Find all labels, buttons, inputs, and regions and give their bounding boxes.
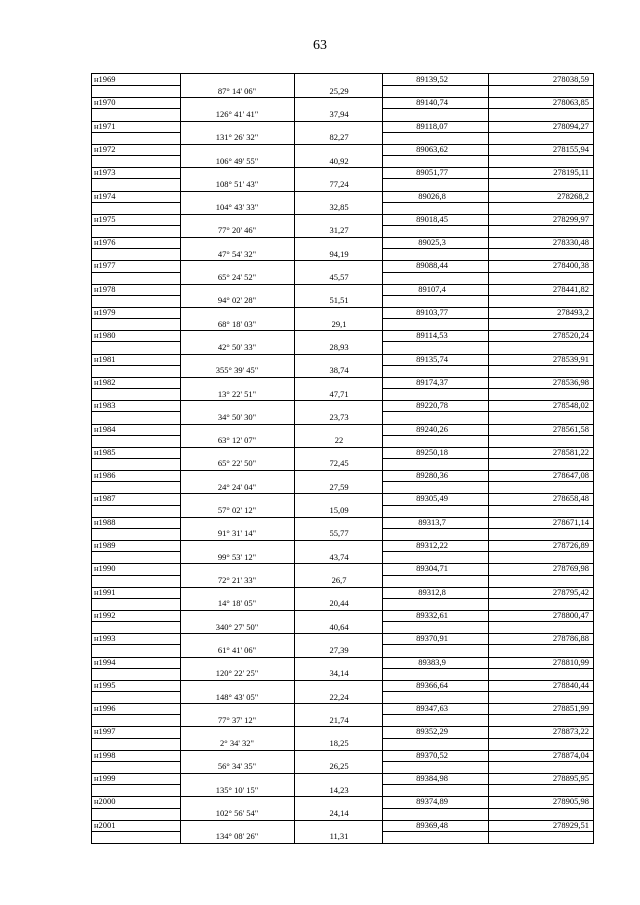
y-coordinate: 278094,27 (552, 120, 589, 131)
table-row (92, 470, 593, 493)
table-row (92, 377, 593, 400)
point-line (92, 610, 593, 622)
y-coordinate: 278786,88 (552, 633, 589, 644)
table-row (92, 587, 593, 610)
table-row (92, 284, 593, 307)
table-row (92, 796, 593, 819)
segment-length: 77,24 (329, 178, 349, 189)
segment-line (92, 458, 593, 470)
direction-angle: 126° 41' 41" (215, 108, 259, 119)
segment-length: 23,73 (329, 411, 349, 422)
segment-length: 22,24 (329, 691, 349, 702)
table-row (92, 820, 593, 843)
segment-line (92, 225, 593, 237)
point-name: н1988 (94, 516, 116, 527)
segment-line (92, 692, 593, 704)
segment-length: 40,64 (329, 621, 349, 632)
point-line (92, 540, 593, 552)
segment-line (92, 528, 593, 540)
x-coordinate: 89051,77 (416, 167, 448, 178)
segment-line (92, 761, 593, 773)
y-coordinate: 278726,89 (552, 540, 589, 551)
segment-line (92, 86, 593, 98)
direction-angle: 131° 26' 32" (215, 132, 259, 143)
direction-angle: 120° 22' 25" (215, 668, 259, 679)
direction-angle: 65° 24' 52" (217, 272, 257, 283)
x-coordinate: 89107,4 (418, 283, 446, 294)
direction-angle: 14° 18' 05" (217, 598, 257, 609)
segment-line (92, 435, 593, 447)
x-coordinate: 89026,8 (418, 190, 446, 201)
segment-length: 45,57 (329, 272, 349, 283)
y-coordinate: 278195,11 (553, 167, 589, 178)
point-line (92, 97, 593, 109)
segment-line (92, 109, 593, 121)
segment-line (92, 738, 593, 750)
segment-line (92, 319, 593, 331)
y-coordinate: 278330,48 (552, 237, 589, 248)
y-coordinate: 278400,38 (552, 260, 589, 271)
table-row (92, 97, 593, 120)
table-row (92, 191, 593, 214)
x-coordinate: 89025,3 (418, 237, 446, 248)
table-row (92, 214, 593, 237)
table-row (92, 447, 593, 470)
point-name: н1979 (94, 307, 116, 318)
segment-line (92, 389, 593, 401)
point-line (92, 820, 593, 832)
segment-line (92, 668, 593, 680)
segment-length: 26,7 (331, 575, 347, 585)
x-coordinate: 89370,52 (416, 749, 448, 760)
x-coordinate: 89352,29 (416, 726, 448, 737)
segment-line (92, 785, 593, 797)
segment-length: 28,93 (329, 341, 349, 352)
point-line (92, 470, 593, 482)
y-coordinate: 278581,22 (552, 446, 589, 457)
point-name: н1997 (94, 726, 116, 737)
point-name: н2001 (94, 819, 116, 830)
table-row (92, 610, 593, 633)
direction-angle: 77° 20' 46" (217, 225, 257, 236)
point-name: н1996 (94, 703, 116, 714)
y-coordinate: 278441,82 (552, 283, 589, 294)
segment-line (92, 249, 593, 261)
point-name: н1990 (94, 563, 116, 574)
direction-angle: 63° 12' 07" (217, 435, 257, 446)
x-coordinate: 89280,36 (416, 470, 448, 481)
segment-line (92, 598, 593, 610)
point-name: н1982 (94, 376, 116, 387)
direction-angle: 56° 34' 35" (217, 761, 257, 772)
point-name: н1983 (94, 400, 116, 411)
point-line (92, 214, 593, 226)
direction-angle: 340° 27' 50" (215, 621, 259, 632)
y-coordinate: 278647,08 (552, 470, 589, 481)
segment-length: 37,94 (329, 108, 349, 119)
direction-angle: 108° 51' 43" (215, 178, 259, 189)
x-coordinate: 89139,52 (416, 74, 448, 84)
direction-angle: 355° 39' 45" (215, 365, 259, 376)
table-row (92, 144, 593, 167)
segment-length: 38,74 (329, 365, 349, 376)
y-coordinate: 278493,2 (557, 307, 589, 318)
segment-length: 32,85 (329, 202, 349, 213)
segment-length: 82,27 (329, 132, 349, 143)
segment-length: 22 (334, 435, 344, 446)
y-coordinate: 278851,99 (552, 703, 589, 714)
direction-angle: 34° 50' 30" (217, 411, 257, 422)
direction-angle: 148° 43' 05" (215, 691, 259, 702)
x-coordinate: 89304,71 (416, 563, 448, 574)
x-coordinate: 89374,89 (416, 796, 448, 807)
point-line (92, 400, 593, 412)
x-coordinate: 89366,64 (416, 679, 448, 690)
point-line (92, 144, 593, 156)
y-coordinate: 278800,47 (552, 609, 589, 620)
table-row (92, 540, 593, 563)
table-row (92, 563, 593, 586)
segment-line (92, 156, 593, 168)
segment-line (92, 552, 593, 564)
segment-line (92, 202, 593, 214)
segment-line (92, 808, 593, 820)
y-coordinate: 278840,44 (552, 679, 589, 690)
table-row (92, 330, 593, 353)
segment-length: 29,1 (331, 318, 347, 329)
point-line (92, 750, 593, 762)
point-name: н1976 (94, 237, 116, 248)
point-name: н1986 (94, 470, 116, 481)
direction-angle: 104° 43' 33" (215, 202, 259, 213)
x-coordinate: 89305,49 (416, 493, 448, 504)
point-line (92, 493, 593, 505)
segment-length: 24,14 (329, 808, 349, 819)
segment-line (92, 645, 593, 657)
segment-line (92, 132, 593, 144)
table-row (92, 750, 593, 773)
point-name: н1981 (94, 353, 116, 364)
x-coordinate: 89370,91 (416, 633, 448, 644)
y-coordinate: 278268,2 (557, 190, 589, 201)
point-line (92, 237, 593, 249)
segment-length: 31,27 (329, 225, 349, 236)
point-line (92, 633, 593, 645)
direction-angle: 42° 50' 33" (217, 341, 257, 352)
y-coordinate: 278539,91 (552, 353, 589, 364)
y-coordinate: 278155,94 (552, 143, 589, 154)
y-coordinate: 278658,48 (552, 493, 589, 504)
table-row (92, 167, 593, 190)
segment-line (92, 365, 593, 377)
table-row (92, 517, 593, 540)
point-name: н1989 (94, 540, 116, 551)
point-name: н1980 (94, 330, 116, 341)
direction-angle: 65° 22' 50" (217, 458, 257, 469)
point-name: н1994 (94, 656, 116, 667)
point-name: н1971 (94, 120, 116, 131)
segment-length: 27,39 (329, 644, 349, 655)
y-coordinate: 278561,58 (552, 423, 589, 434)
point-line (92, 517, 593, 529)
segment-length: 34,14 (329, 668, 349, 679)
x-coordinate: 89088,44 (416, 260, 448, 271)
point-name: н1992 (94, 609, 116, 620)
point-line (92, 657, 593, 669)
segment-line (92, 272, 593, 284)
point-name: н1970 (94, 97, 116, 108)
x-coordinate: 89332,61 (416, 609, 448, 620)
point-name: н1991 (94, 586, 116, 597)
x-coordinate: 89135,74 (416, 353, 448, 364)
point-line (92, 167, 593, 179)
table-row (92, 633, 593, 656)
direction-angle: 91° 31' 14" (217, 528, 257, 539)
direction-angle: 94° 02' 28" (217, 295, 257, 306)
point-name: н1999 (94, 773, 116, 784)
point-name: н1978 (94, 283, 116, 294)
x-coordinate: 89383,9 (418, 656, 446, 667)
x-coordinate: 89240,26 (416, 423, 448, 434)
y-coordinate: 278520,24 (552, 330, 589, 341)
x-coordinate: 89118,07 (416, 120, 448, 131)
point-line (92, 726, 593, 738)
direction-angle: 102° 56' 54" (215, 808, 259, 819)
y-coordinate: 278810,99 (552, 656, 589, 667)
table-row (92, 307, 593, 330)
point-line (92, 74, 593, 86)
direction-angle: 68° 18' 03" (217, 318, 257, 329)
direction-angle: 57° 02' 12" (217, 505, 257, 516)
segment-length: 94,19 (329, 248, 349, 259)
y-coordinate: 278536,98 (552, 376, 589, 387)
point-line (92, 796, 593, 808)
point-name: н1998 (94, 749, 116, 760)
direction-angle: 106° 49' 55" (215, 155, 259, 166)
table-row (92, 121, 593, 144)
point-name: н1985 (94, 446, 116, 457)
segment-length: 21,74 (329, 714, 349, 725)
segment-length: 27,59 (329, 481, 349, 492)
point-line (92, 330, 593, 342)
point-line (92, 121, 593, 133)
coordinates-table (91, 73, 594, 844)
x-coordinate: 89313,7 (418, 516, 446, 527)
direction-angle: 77° 37' 12" (217, 714, 257, 725)
point-name: н1974 (94, 190, 116, 201)
point-line (92, 773, 593, 785)
segment-length: 14,23 (329, 784, 349, 795)
segment-line (92, 505, 593, 517)
direction-angle: 134° 08' 26" (215, 831, 259, 842)
y-coordinate: 278769,98 (552, 563, 589, 574)
table-row (92, 74, 593, 97)
y-coordinate: 278038,59 (552, 74, 589, 84)
y-coordinate: 278671,14 (552, 516, 589, 527)
segment-length: 55,77 (329, 528, 349, 539)
point-line (92, 377, 593, 389)
segment-line (92, 622, 593, 634)
direction-angle: 135° 10' 15" (215, 784, 259, 795)
y-coordinate: 278905,98 (552, 796, 589, 807)
x-coordinate: 89384,98 (416, 773, 448, 784)
x-coordinate: 89312,22 (416, 540, 448, 551)
x-coordinate: 89347,63 (416, 703, 448, 714)
table-row (92, 237, 593, 260)
direction-angle: 47° 54' 32" (217, 248, 257, 259)
table-row (92, 354, 593, 377)
table-row (92, 726, 593, 749)
x-coordinate: 89114,53 (416, 330, 448, 341)
point-line (92, 284, 593, 296)
y-coordinate: 278873,22 (552, 726, 589, 737)
direction-angle: 2° 34' 32" (220, 738, 254, 749)
point-line (92, 260, 593, 272)
point-name: н1987 (94, 493, 116, 504)
direction-angle: 99° 53' 12" (217, 551, 257, 562)
point-name: н1975 (94, 213, 116, 224)
point-name: н2000 (94, 796, 116, 807)
segment-length: 43,74 (329, 551, 349, 562)
y-coordinate: 278874,04 (552, 749, 589, 760)
y-coordinate: 278548,02 (552, 400, 589, 411)
y-coordinate: 278795,42 (552, 586, 589, 597)
point-name: н1977 (94, 260, 116, 271)
segment-length: 18,25 (329, 738, 349, 749)
segment-line (92, 412, 593, 424)
x-coordinate: 89312,8 (418, 586, 446, 597)
table-row (92, 773, 593, 796)
direction-angle: 87° 14' 06" (217, 85, 257, 96)
segment-length: 25,29 (329, 85, 349, 96)
y-coordinate: 278299,97 (552, 213, 589, 224)
x-coordinate: 89174,37 (416, 376, 448, 387)
point-line (92, 563, 593, 575)
segment-line (92, 179, 593, 191)
x-coordinate: 89250,18 (416, 446, 448, 457)
table-row (92, 260, 593, 283)
direction-angle: 61° 41' 06" (217, 644, 257, 655)
point-name: н1995 (94, 679, 116, 690)
point-line (92, 680, 593, 692)
y-coordinate: 278063,85 (552, 97, 589, 108)
x-coordinate: 89018,45 (416, 213, 448, 224)
segment-length: 15,09 (329, 505, 349, 516)
x-coordinate: 89103,77 (416, 307, 448, 318)
point-line (92, 424, 593, 436)
table-row (92, 400, 593, 423)
x-coordinate: 89140,74 (416, 97, 448, 108)
direction-angle: 13° 22' 51" (217, 388, 257, 399)
segment-line (92, 295, 593, 307)
segment-length: 26,25 (329, 761, 349, 772)
segment-length: 11,31 (329, 831, 349, 842)
segment-line (92, 575, 593, 587)
direction-angle: 72° 21' 33" (217, 575, 257, 585)
point-line (92, 307, 593, 319)
table-row (92, 680, 593, 703)
segment-line (92, 715, 593, 727)
y-coordinate: 278895,95 (552, 773, 589, 784)
table-row (92, 657, 593, 680)
x-coordinate: 89063,62 (416, 143, 448, 154)
point-name: н1984 (94, 423, 116, 434)
segment-length: 20,44 (329, 598, 349, 609)
segment-line (92, 831, 593, 843)
x-coordinate: 89220,78 (416, 400, 448, 411)
point-name: н1993 (94, 633, 116, 644)
direction-angle: 24° 24' 04" (217, 481, 257, 492)
point-line (92, 587, 593, 599)
page-number: 63 (313, 38, 327, 53)
point-name: н1969 (94, 74, 116, 84)
segment-line (92, 342, 593, 354)
point-line (92, 703, 593, 715)
point-name: н1973 (94, 167, 116, 178)
segment-length: 51,51 (329, 295, 349, 306)
table-row (92, 493, 593, 516)
x-coordinate: 89369,48 (416, 819, 448, 830)
point-line (92, 354, 593, 366)
point-name: н1972 (94, 143, 116, 154)
table-row (92, 424, 593, 447)
segment-length: 72,45 (329, 458, 349, 469)
y-coordinate: 278929,51 (552, 819, 589, 830)
segment-length: 47,71 (329, 388, 349, 399)
segment-length: 40,92 (329, 155, 349, 166)
segment-line (92, 482, 593, 494)
point-line (92, 447, 593, 459)
point-line (92, 191, 593, 203)
table-row (92, 703, 593, 726)
